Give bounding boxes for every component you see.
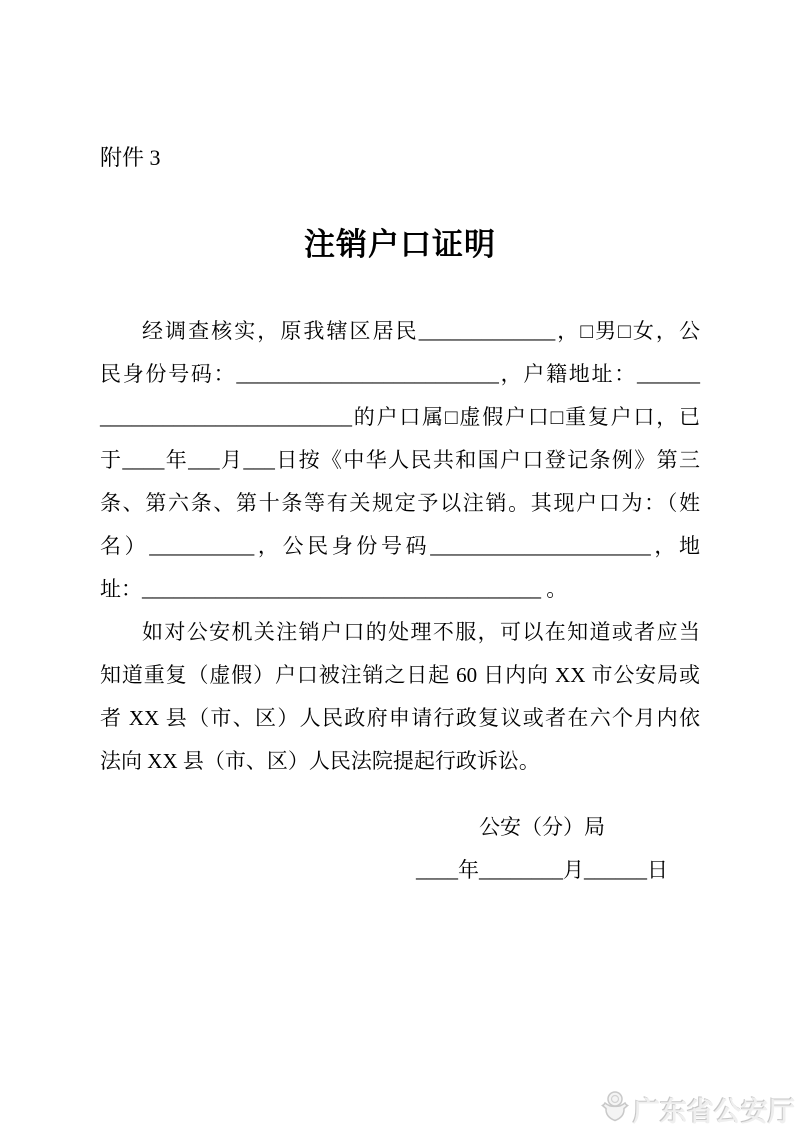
body-line: 者 XX 县（市、区）人民政府申请行政复议或者在六个月内依 <box>100 706 700 730</box>
body-line: 于____年___月___日按《中华人民共和国户口登记条例》第三 <box>100 448 700 472</box>
body-line: 如对公安机关注销户口的处理不服，可以在知道或者应当 <box>142 620 700 644</box>
body-line: 经调查核实，原我辖区居民_____________，□男□女，公 <box>142 319 700 343</box>
document-title: 注销户口证明 <box>304 227 496 262</box>
attachment-label: 附件 3 <box>100 145 161 170</box>
footer-watermark <box>600 1090 795 1129</box>
paragraph-appeal-rights <box>100 611 700 783</box>
watermark-agency-name: 广东省公安厅 <box>633 1097 795 1127</box>
signature-block <box>392 806 692 892</box>
body-line: ________________________的户口属□虚假户口□重复户口，已 <box>100 405 700 429</box>
document-body <box>100 310 700 783</box>
police-badge-icon <box>600 1090 630 1129</box>
body-line: 名）__________，公民身份号码_____________________，地 <box>100 534 700 558</box>
body-line: 址：______________________________________ 。 <box>100 577 568 601</box>
body-line: 民身份号码：_________________________，户籍地址：______ <box>100 362 700 386</box>
body-line: 知道重复（虚假）户口被注销之日起 60 日内向 XX 市公安局或 <box>100 663 700 687</box>
paragraph-investigation <box>100 310 700 611</box>
signature-date: ____年________月______日 <box>416 858 668 882</box>
body-line: 条、第六条、第十条等有关规定予以注销。其现户口为：（姓 <box>100 491 700 515</box>
body-line: 法向 XX 县（市、区）人民法院提起行政诉讼。 <box>100 749 540 773</box>
signature-organization: 公安（分）局 <box>479 815 605 839</box>
